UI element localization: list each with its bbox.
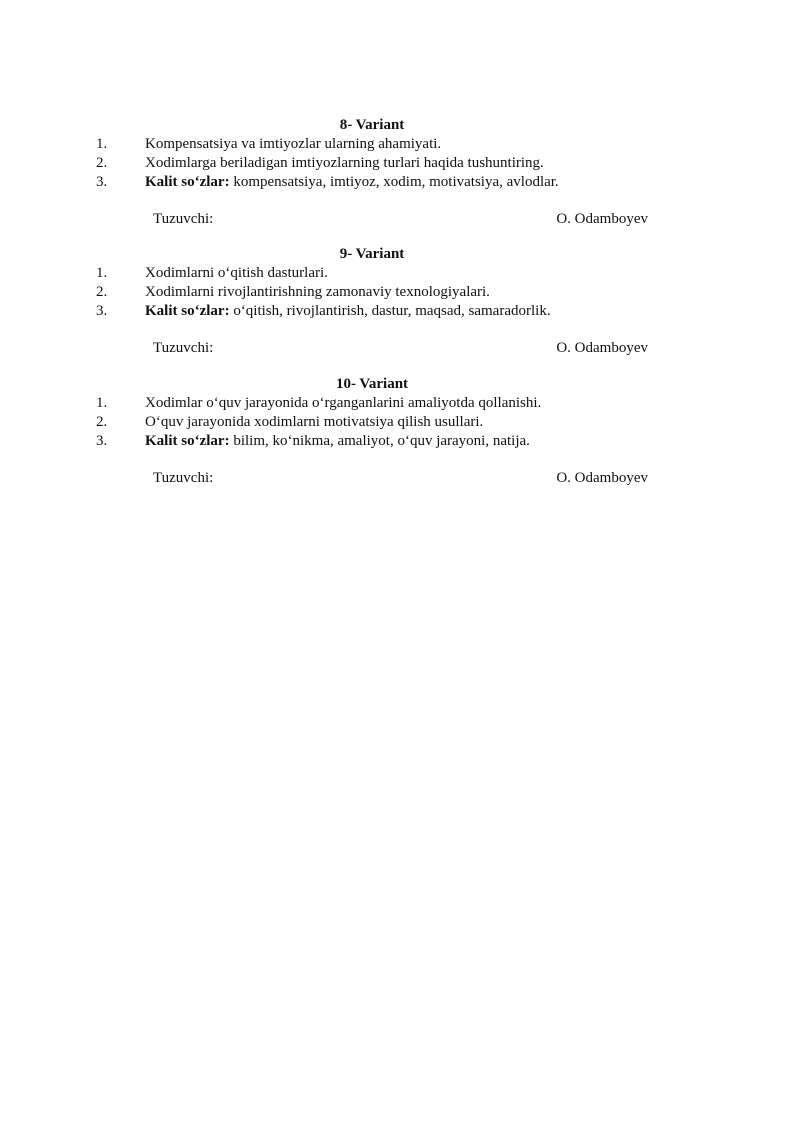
item-text: Xodimlarni o‘qitish dasturlari. xyxy=(145,265,328,281)
keywords-item xyxy=(96,302,648,321)
item-number: 3. xyxy=(96,174,108,190)
variant-9 xyxy=(96,245,648,358)
signature-line xyxy=(96,339,648,358)
keywords-line xyxy=(145,432,530,451)
list-item xyxy=(96,264,648,283)
signature-name: O. Odamboyev xyxy=(556,470,648,486)
keywords-label: Kalit so‘zlar: xyxy=(145,303,230,319)
question-list xyxy=(96,135,648,192)
item-text: Xodimlarni rivojlantirishning zamonaviy texnologiyalari. xyxy=(145,284,490,300)
signature-role: Tuzuvchi: xyxy=(153,470,214,486)
keywords-text: bilim, ko‘nikma, amaliyot, o‘quv jarayoni, natija. xyxy=(229,433,530,449)
question-list xyxy=(96,394,648,451)
item-number: 2. xyxy=(96,284,108,300)
item-number: 1. xyxy=(96,136,108,152)
list-item xyxy=(96,135,648,154)
signature-name: O. Odamboyev xyxy=(556,340,648,356)
keywords-label: Kalit so‘zlar: xyxy=(145,174,230,190)
list-item xyxy=(96,413,648,432)
variant-title: 10- Variant xyxy=(335,376,409,392)
keywords-text: o‘qitish, rivojlantirish, dastur, maqsad, samaradorlik. xyxy=(229,303,551,319)
keywords-line xyxy=(145,173,559,192)
item-text: Xodimlar o‘quv jarayonida o‘rganganlarini amaliyotda qollanishi. xyxy=(145,395,542,411)
item-number: 3. xyxy=(96,433,108,449)
question-list xyxy=(96,264,648,321)
signature-line xyxy=(96,469,648,488)
item-text: Xodimlarga beriladigan imtiyozlarning turlari haqida tushuntiring. xyxy=(145,155,544,171)
item-text: Kompensatsiya va imtiyozlar ularning ahamiyati. xyxy=(145,136,442,152)
list-item xyxy=(96,283,648,302)
keywords-item xyxy=(96,173,648,192)
item-number: 2. xyxy=(96,155,108,171)
signature-name: O. Odamboyev xyxy=(556,211,648,227)
keywords-item xyxy=(96,432,648,451)
variant-title: 8- Variant xyxy=(339,117,405,133)
signature-line xyxy=(96,210,648,229)
variant-title: 9- Variant xyxy=(339,246,405,262)
item-number: 1. xyxy=(96,395,108,411)
keywords-text: kompensatsiya, imtiyoz, xodim, motivatsiya, avlodlar. xyxy=(229,174,559,190)
item-number: 3. xyxy=(96,303,108,319)
signature-role: Tuzuvchi: xyxy=(153,340,214,356)
item-number: 1. xyxy=(96,265,108,281)
signature-role: Tuzuvchi: xyxy=(153,211,214,227)
item-text: O‘quv jarayonida xodimlarni motivatsiya qilish usullari. xyxy=(145,414,484,430)
item-number: 2. xyxy=(96,414,108,430)
variant-8 xyxy=(96,116,648,229)
keywords-label: Kalit so‘zlar: xyxy=(145,433,230,449)
keywords-line xyxy=(145,302,551,321)
list-item xyxy=(96,154,648,173)
list-item xyxy=(96,394,648,413)
variant-10 xyxy=(96,375,648,488)
